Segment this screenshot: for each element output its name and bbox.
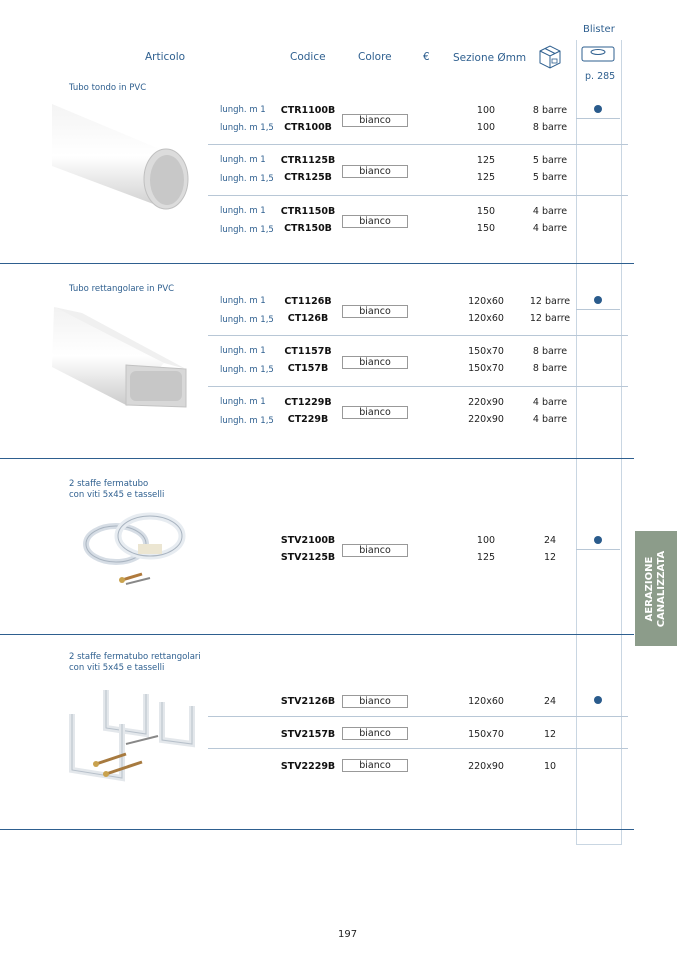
product-code: CT157B [287, 363, 329, 374]
product-code: CTR1150B [280, 206, 336, 217]
length-label: lungh. m 1 [220, 296, 266, 306]
row-divider [208, 386, 628, 387]
section-size: 150x70 [468, 346, 504, 357]
product-code: CT1229B [284, 397, 332, 408]
pack-quantity: 8 barre [532, 105, 568, 116]
row-divider [208, 144, 628, 145]
row-divider [208, 716, 628, 717]
side-tab-line2: CANALIZZATA [656, 550, 667, 627]
color-box: bianco [342, 356, 408, 369]
section-size: 220x90 [468, 761, 504, 772]
section-size: 100 [476, 122, 496, 133]
length-label: lungh. m 1,5 [220, 174, 274, 184]
section-size: 100 [476, 535, 496, 546]
section-size: 220x90 [468, 414, 504, 425]
section-size: 120x60 [468, 296, 504, 307]
pack-quantity: 12 [543, 552, 557, 563]
length-label: lungh. m 1 [220, 105, 266, 115]
blister-available-dot [594, 536, 602, 544]
length-label: lungh. m 1,5 [220, 123, 274, 133]
section-title-staffe-rett-line1: 2 staffe fermatubo rettangolari [69, 652, 201, 662]
round-pipe-image [52, 100, 192, 214]
product-code: CTR100B [284, 122, 332, 133]
product-code: STV2157B [280, 729, 336, 740]
pipe-clamps-image [80, 510, 190, 594]
box-icon [536, 42, 564, 74]
length-label: lungh. m 1 [220, 155, 266, 165]
color-box: bianco [342, 727, 408, 740]
header-articolo: Articolo [145, 51, 186, 63]
blister-page-ref: p. 285 [585, 71, 616, 82]
blister-icon [581, 46, 615, 66]
length-label: lungh. m 1 [220, 346, 266, 356]
pack-quantity: 12 [543, 729, 557, 740]
product-code: STV2125B [280, 552, 336, 563]
product-code: CTR125B [284, 172, 332, 183]
blister-column-bottom [576, 844, 621, 845]
color-box: bianco [342, 114, 408, 127]
header-blister: Blister [583, 24, 615, 35]
header-colore: Colore [358, 51, 392, 63]
section-title-staffe-rett-line2: con viti 5x45 e tasselli [69, 663, 165, 673]
pack-quantity: 4 barre [532, 223, 568, 234]
section-title-tubo-tondo: Tubo tondo in PVC [69, 83, 147, 93]
pack-quantity: 4 barre [532, 414, 568, 425]
length-label: lungh. m 1 [220, 206, 266, 216]
section-size: 120x60 [468, 696, 504, 707]
pack-quantity: 5 barre [532, 155, 568, 166]
product-code: STV2100B [280, 535, 336, 546]
section-divider [0, 634, 634, 635]
section-title-staffe-line1: 2 staffe fermatubo [69, 479, 149, 489]
row-divider [576, 549, 620, 550]
section-size: 125 [476, 552, 496, 563]
header-euro: € [423, 51, 430, 63]
row-divider [208, 335, 628, 336]
product-code: STV2229B [280, 761, 336, 772]
section-size: 150 [476, 223, 496, 234]
product-code: CTR1125B [280, 155, 336, 166]
product-code: CT1157B [284, 346, 332, 357]
pack-quantity: 4 barre [532, 206, 568, 217]
pack-quantity: 24 [543, 535, 557, 546]
product-code: CT1126B [284, 296, 332, 307]
header-codice: Codice [290, 51, 326, 63]
section-size: 150 [476, 206, 496, 217]
row-divider [576, 309, 620, 310]
rectangular-clamps-image [66, 684, 200, 788]
pack-quantity: 8 barre [532, 363, 568, 374]
rectangular-pipe-image [52, 305, 192, 419]
row-divider [208, 195, 628, 196]
section-size: 100 [476, 105, 496, 116]
pack-quantity: 8 barre [532, 122, 568, 133]
blister-available-dot [594, 105, 602, 113]
product-code: CT229B [287, 414, 329, 425]
pack-quantity: 10 [543, 761, 557, 772]
length-label: lungh. m 1,5 [220, 225, 274, 235]
section-size: 150x70 [468, 729, 504, 740]
section-size: 125 [476, 172, 496, 183]
section-divider [0, 458, 634, 459]
pack-quantity: 5 barre [532, 172, 568, 183]
section-size: 120x60 [468, 313, 504, 324]
pack-quantity: 12 barre [529, 296, 571, 307]
section-divider [0, 263, 634, 264]
section-title-staffe-line2: con viti 5x45 e tasselli [69, 490, 165, 500]
color-box: bianco [342, 406, 408, 419]
product-code: CT126B [287, 313, 329, 324]
length-label: lungh. m 1,5 [220, 315, 274, 325]
side-tab-line1: AERAZIONE [644, 556, 655, 621]
row-divider [576, 118, 620, 119]
length-label: lungh. m 1 [220, 397, 266, 407]
color-box: bianco [342, 305, 408, 318]
section-divider [0, 829, 634, 830]
section-title-tubo-rettangolare: Tubo rettangolare in PVC [69, 284, 175, 294]
pack-quantity: 8 barre [532, 346, 568, 357]
row-divider [208, 748, 628, 749]
page-number: 197 [338, 929, 358, 940]
pack-quantity: 12 barre [529, 313, 571, 324]
length-label: lungh. m 1,5 [220, 416, 274, 426]
pack-quantity: 4 barre [532, 397, 568, 408]
color-box: bianco [342, 165, 408, 178]
section-size: 220x90 [468, 397, 504, 408]
color-box: bianco [342, 695, 408, 708]
blister-available-dot [594, 696, 602, 704]
color-box: bianco [342, 215, 408, 228]
section-size: 125 [476, 155, 496, 166]
category-side-tab [635, 531, 677, 646]
blister-column [576, 40, 622, 845]
product-code: CTR1100B [280, 105, 336, 116]
color-box: bianco [342, 544, 408, 557]
blister-available-dot [594, 296, 602, 304]
product-code: STV2126B [280, 696, 336, 707]
pack-quantity: 24 [543, 696, 557, 707]
color-box: bianco [342, 759, 408, 772]
section-size: 150x70 [468, 363, 504, 374]
product-code: CTR150B [284, 223, 332, 234]
header-sezione: Sezione Ømm [453, 52, 527, 64]
length-label: lungh. m 1,5 [220, 365, 274, 375]
